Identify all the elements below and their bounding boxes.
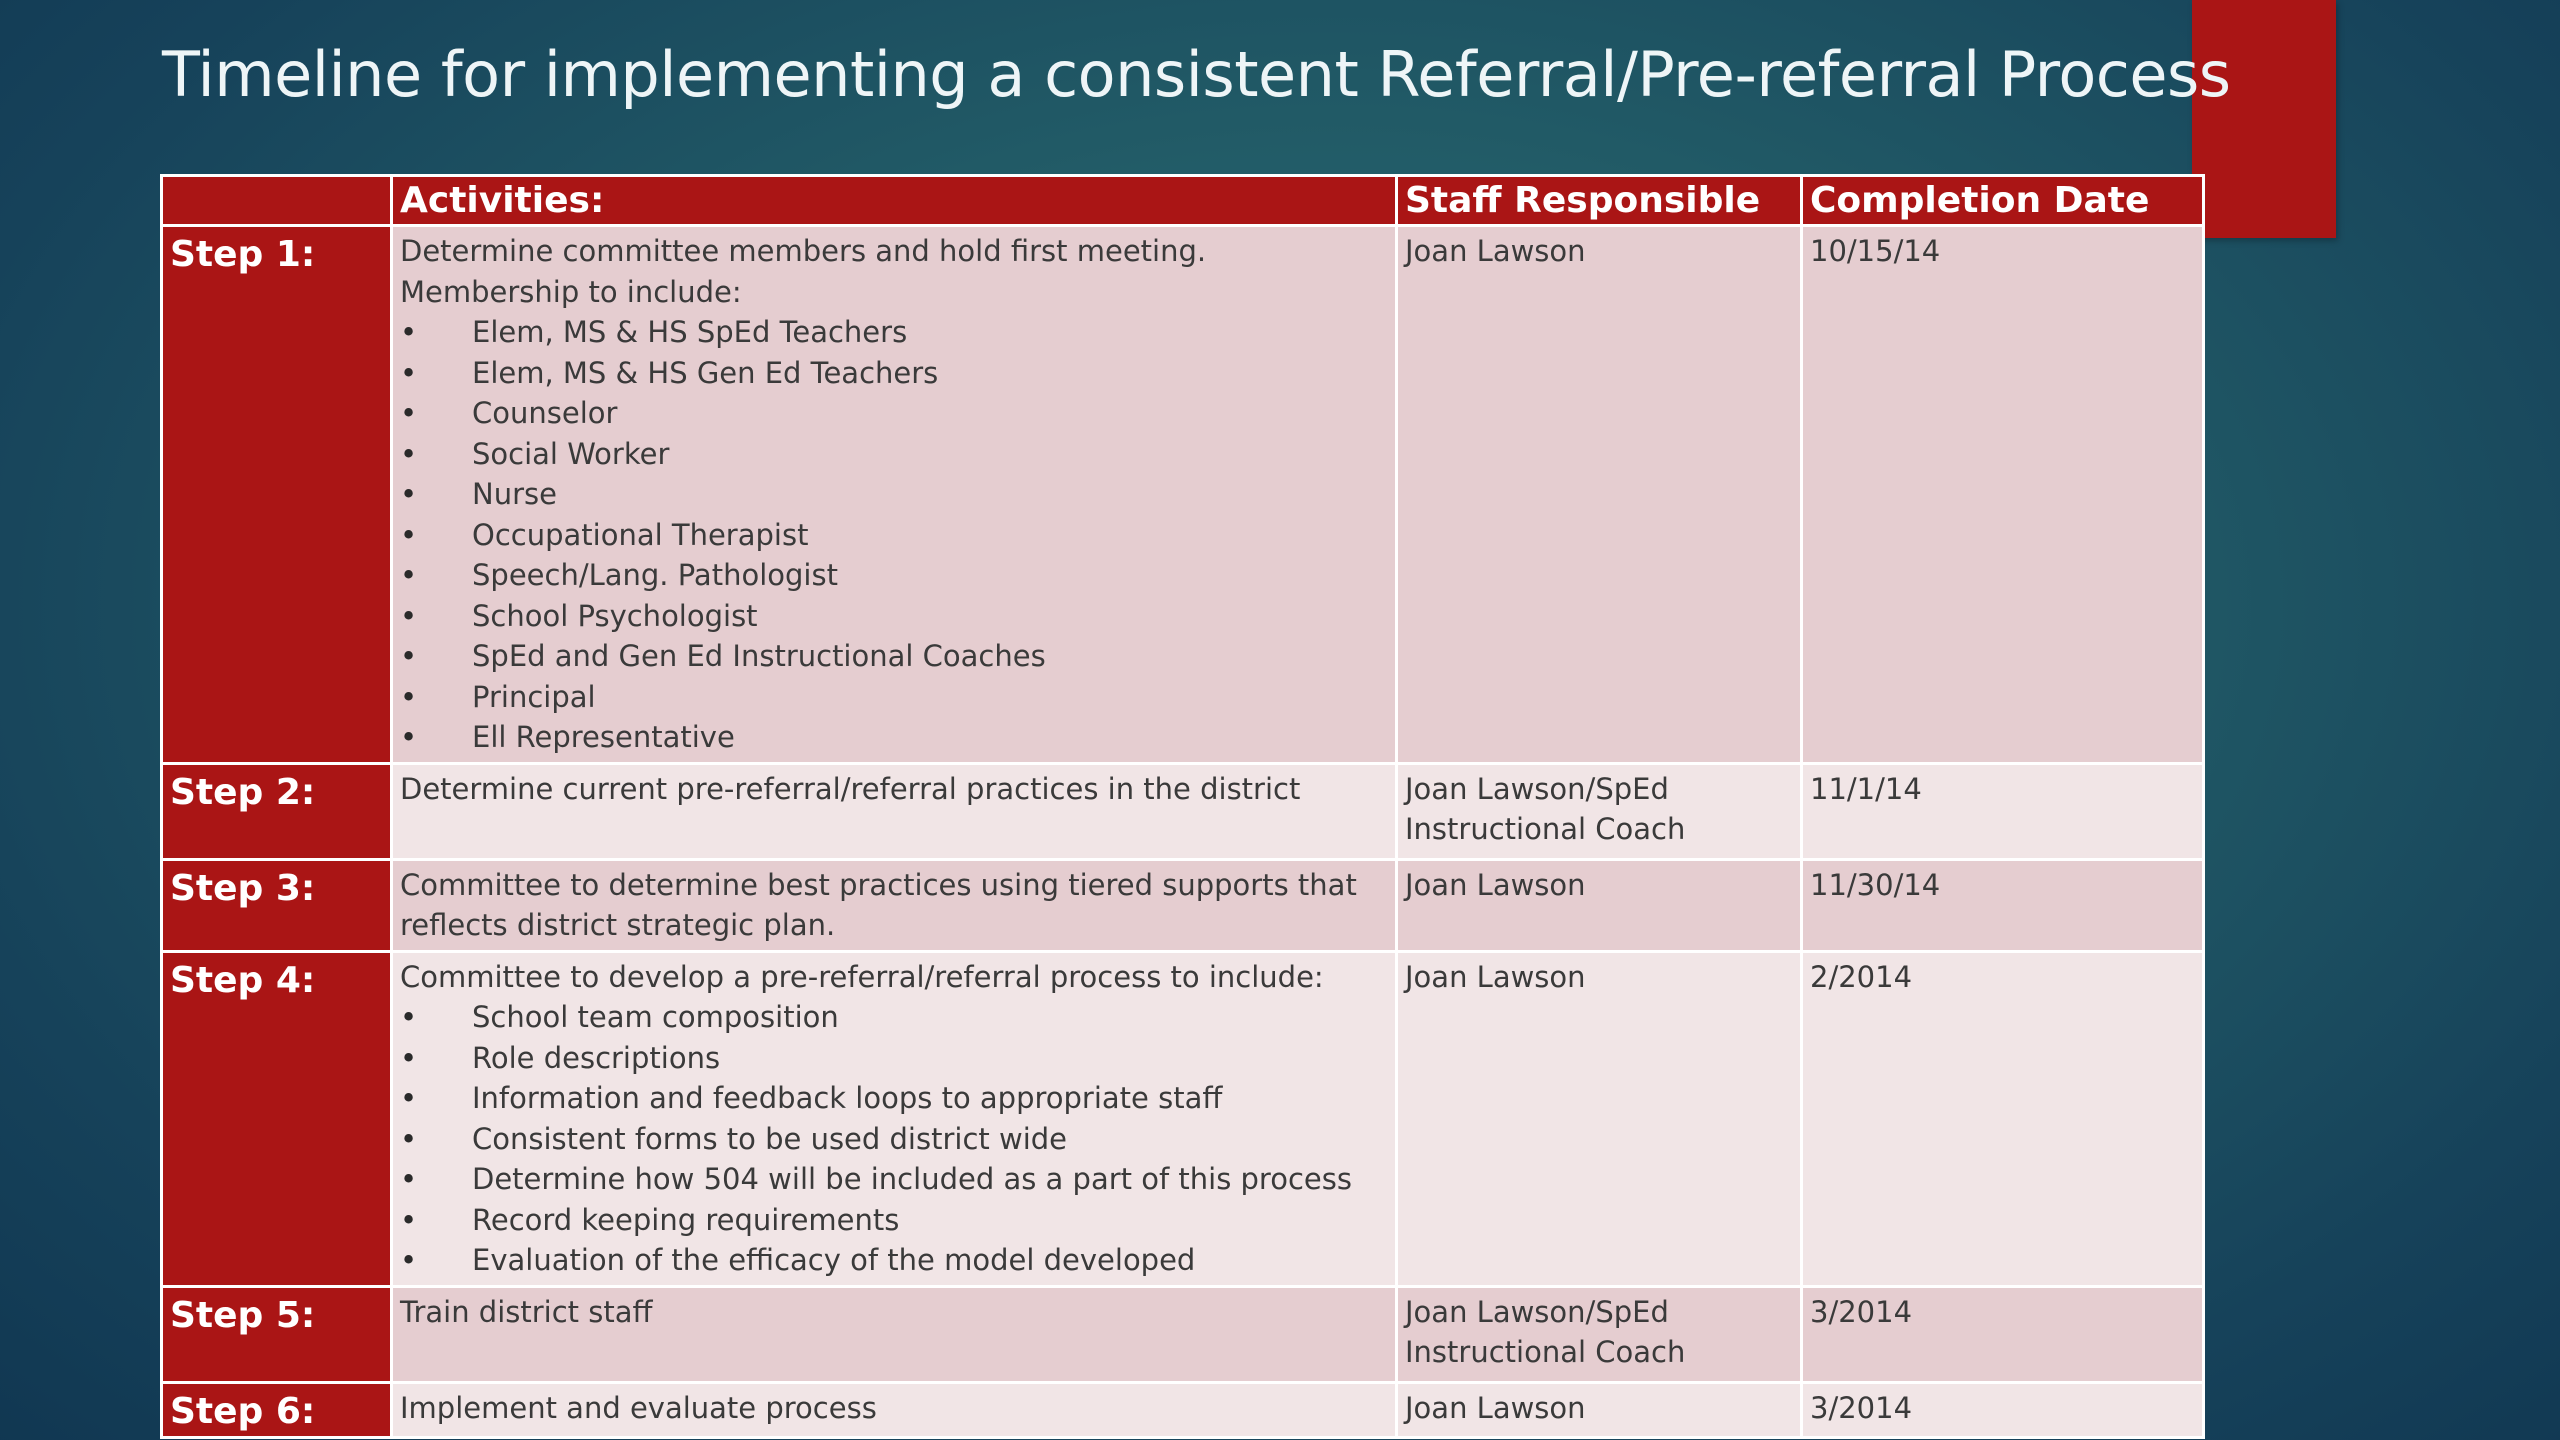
date-cell: 3/2014 [1802,1286,2204,1382]
step-label: Step 5: [162,1286,392,1382]
bullet-item: • Information and feedback loops to appropriate staff [400,1078,1388,1119]
table-row [162,859,2204,951]
staff-cell [1397,226,1802,764]
bullet-item: • Consistent forms to be used district wide [400,1119,1388,1160]
bullet-item: • Speech/Lang. Pathologist [400,555,1388,596]
activity-bullet-list [400,997,1388,1281]
bullet-item: • Principal [400,677,1388,718]
activity-text: Implement and evaluate process [400,1390,877,1425]
step-label: Step 1: [162,226,392,764]
activity-cell [392,226,1397,764]
bullet-item: • Elem, MS & HS SpEd Teachers [400,312,1388,353]
activity-cell [392,951,1397,1286]
table-row [162,226,2204,764]
staff-cell [1397,763,1802,859]
bullet-item: • Ell Representative [400,717,1388,758]
step-label: Step 4: [162,951,392,1286]
staff-text: Joan Lawson/SpEd [1405,771,1669,806]
date-cell: 10/15/14 [1802,226,2204,764]
staff-text: Instructional Coach [1405,812,1686,846]
step-label: Step 6: [162,1382,392,1437]
date-cell: 3/2014 [1802,1382,2204,1437]
activity-cell [392,859,1397,951]
table-row [162,1286,2204,1382]
staff-cell [1397,859,1802,951]
activity-text: Determine current pre-referral/referral practices in the district [400,771,1301,806]
activity-text: Committee to determine best practices using tiered supports that [400,867,1357,902]
date-cell: 2/2014 [1802,951,2204,1286]
staff-text: Joan Lawson [1405,1390,1586,1425]
bullet-item: • Determine how 504 will be included as a part of this process [400,1159,1388,1200]
date-cell: 11/1/14 [1802,763,2204,859]
activity-text: reflects district strategic plan. [400,908,836,942]
date-cell: 11/30/14 [1802,859,2204,951]
accent-block [2192,0,2336,238]
bullet-item: • Record keeping requirements [400,1200,1388,1241]
bullet-item: • Evaluation of the efficacy of the model developed [400,1240,1388,1281]
bullet-item: • Role descriptions [400,1038,1388,1079]
header-activities: Activities: [392,176,1397,226]
bullet-item: • School Psychologist [400,596,1388,637]
activity-text: Determine committee members and hold first meeting. [400,234,1207,268]
staff-text: Joan Lawson [1405,867,1586,902]
table-row [162,1382,2204,1437]
timeline-table [160,174,2205,1439]
bullet-item: • Occupational Therapist [400,515,1388,556]
activity-cell [392,1286,1397,1382]
slide-title: Timeline for implementing a consistent Referral/Pre-referral Process [162,38,2231,111]
activity-text: Committee to develop a pre-referral/referral process to include: [400,959,1324,994]
table-row [162,763,2204,859]
activity-text: Membership to include: [400,274,742,309]
bullet-item: • Social Worker [400,434,1388,475]
header-completion-date: Completion Date [1802,176,2204,226]
activity-cell [392,1382,1397,1437]
header-staff-responsible: Staff Responsible [1397,176,1802,226]
activity-cell [392,763,1397,859]
staff-text: Joan Lawson [1405,234,1586,268]
staff-cell [1397,1286,1802,1382]
bullet-item: • SpEd and Gen Ed Instructional Coaches [400,636,1388,677]
staff-cell [1397,1382,1802,1437]
bullet-item: • Nurse [400,474,1388,515]
staff-text: Instructional Coach [1405,1335,1686,1369]
table-row [162,951,2204,1286]
header-step [162,176,392,226]
table-header-row [162,176,2204,226]
activity-text: Train district staff [400,1294,653,1329]
bullet-item: • Elem, MS & HS Gen Ed Teachers [400,353,1388,394]
staff-text: Joan Lawson/SpEd [1405,1294,1669,1329]
staff-cell [1397,951,1802,1286]
bullet-item: • Counselor [400,393,1388,434]
staff-text: Joan Lawson [1405,959,1586,994]
bullet-item: • School team composition [400,997,1388,1038]
activity-bullet-list [400,312,1388,758]
step-label: Step 3: [162,859,392,951]
step-label: Step 2: [162,763,392,859]
